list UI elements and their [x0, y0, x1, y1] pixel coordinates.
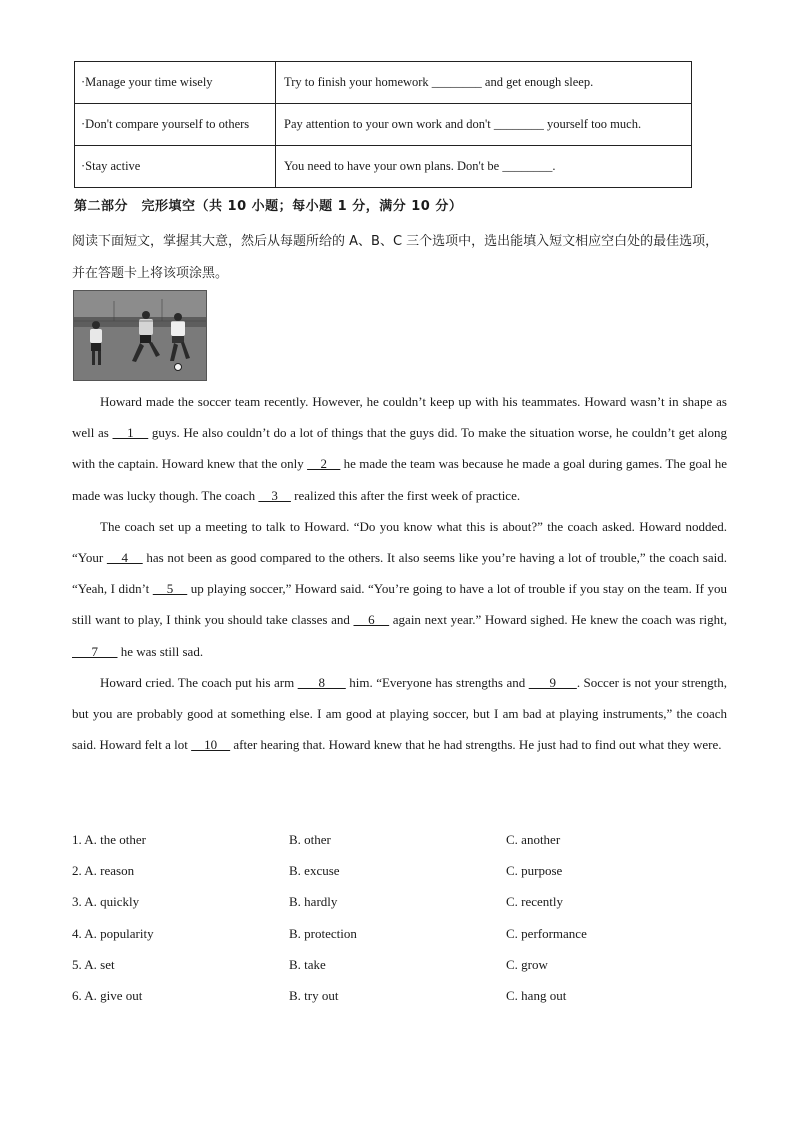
- passage-paragraph-1: [72, 386, 727, 511]
- passage-text: . Soccer is not your strength, but you are probably good at something else. I am good at playing soccer, but I am bad at playing instruments,” the coach said. Howard felt a lot: [72, 674, 728, 753]
- soccer-photo: [73, 290, 207, 381]
- option-a: 4. A. popularity: [72, 925, 154, 941]
- blank-3: 3: [258, 487, 291, 503]
- option-c: C. another: [506, 831, 561, 847]
- soccer-players-image: [74, 291, 206, 380]
- blank-10: 10: [191, 737, 231, 753]
- option-a: 6. A. give out: [72, 988, 143, 1004]
- passage-text: he was still sad.: [117, 643, 204, 659]
- passage-text: has not been as good compared to the others. It also seems like you’re having a lot of trouble,” the coach said. “Yeah, I didn’t: [72, 550, 728, 597]
- option-b: B. hardly: [289, 894, 338, 910]
- passage-paragraph-2: [72, 511, 727, 667]
- blank-6: 6: [353, 612, 390, 628]
- passage-text: Howard cried. The coach put his arm: [100, 674, 298, 690]
- tip-cell: ·Manage your time wisely: [75, 62, 276, 104]
- option-b: B. protection: [289, 925, 357, 941]
- option-b: B. try out: [289, 988, 339, 1004]
- passage-text: he made the team was because he made a goal during games. The goal he made was lucky though. The coach: [72, 456, 727, 503]
- option-a: 1. A. the other: [72, 831, 147, 847]
- tip-cell: ·Don't compare yourself to others: [75, 104, 276, 146]
- table-row: [75, 104, 692, 146]
- answer-options: [72, 824, 732, 1012]
- option-row: [72, 980, 732, 1011]
- option-b: B. excuse: [289, 862, 340, 878]
- blank-8: 8: [297, 674, 346, 690]
- passage-text: again next year.” Howard sighed. He knew the coach was right,: [389, 612, 728, 628]
- blank-2: 2: [307, 456, 341, 472]
- option-a: 3. A. quickly: [72, 894, 140, 910]
- option-c: C. hang out: [506, 988, 567, 1004]
- option-a: 5. A. set: [72, 956, 115, 972]
- option-b: B. other: [289, 831, 331, 847]
- blank-1: 1: [112, 425, 149, 441]
- passage-text: him. “Everyone has strengths and: [345, 674, 529, 690]
- option-row: [72, 887, 732, 918]
- advice-cell: Pay attention to your own work and don't ________ yourself too much.: [276, 104, 692, 146]
- passage-text: guys. He also couldn’t do a lot of things that the guys did. To make the situation worse, he couldn’t get along with the captain. Howard knew that the only: [72, 425, 727, 472]
- option-row: [72, 918, 732, 949]
- passage-paragraph-3: [72, 667, 727, 761]
- table-row: [75, 62, 692, 104]
- passage-text: Howard made the soccer team recently. However, he couldn’t keep up with his teammates. Howard wasn’t in shape as well as: [72, 394, 727, 441]
- blank-4: 4: [106, 550, 143, 566]
- blank-5: 5: [152, 581, 188, 597]
- option-c: C. purpose: [506, 862, 563, 878]
- option-row: [72, 949, 732, 980]
- tip-cell: ·Stay active: [75, 146, 276, 188]
- blank-9: 9: [528, 674, 577, 690]
- option-c: C. performance: [506, 925, 587, 941]
- section-instruction: 阅读下面短文，掌握其大意，然后从每题所给的 A、B、C 三个选项中，选出能填入短文相应空白处的最佳选项，并在答题卡上将该项涂黑。: [72, 234, 719, 281]
- table-row: [75, 146, 692, 188]
- advice-cell: You need to have your own plans. Don't be ________.: [276, 146, 692, 188]
- option-row: [72, 824, 732, 855]
- option-c: C. recently: [506, 894, 564, 910]
- section-heading: 第二部分 完形填空（共 10 小题；每小题 1 分，满分 10 分）: [74, 199, 463, 214]
- passage-text: up playing soccer,” Howard said. “You’re going to have a lot of trouble if you stay on the team. If you still want to play, I think you should take classes and: [72, 581, 727, 628]
- option-row: [72, 855, 732, 886]
- advice-table: [74, 61, 692, 188]
- option-a: 2. A. reason: [72, 862, 135, 878]
- advice-cell: Try to finish your homework ________ and get enough sleep.: [276, 62, 692, 104]
- option-b: B. take: [289, 956, 326, 972]
- option-c: C. grow: [506, 956, 548, 972]
- cloze-passage: [72, 386, 727, 760]
- passage-text: The coach set up a meeting to talk to Howard. “Do you know what this is about?” the coach asked. Howard nodded. “Your: [72, 518, 727, 566]
- passage-text: realized this after the first week of practice.: [290, 487, 521, 503]
- passage-text: after hearing that. Howard knew that he had strengths. He just had to find out what they were.: [230, 737, 722, 753]
- blank-7: 7: [72, 643, 118, 659]
